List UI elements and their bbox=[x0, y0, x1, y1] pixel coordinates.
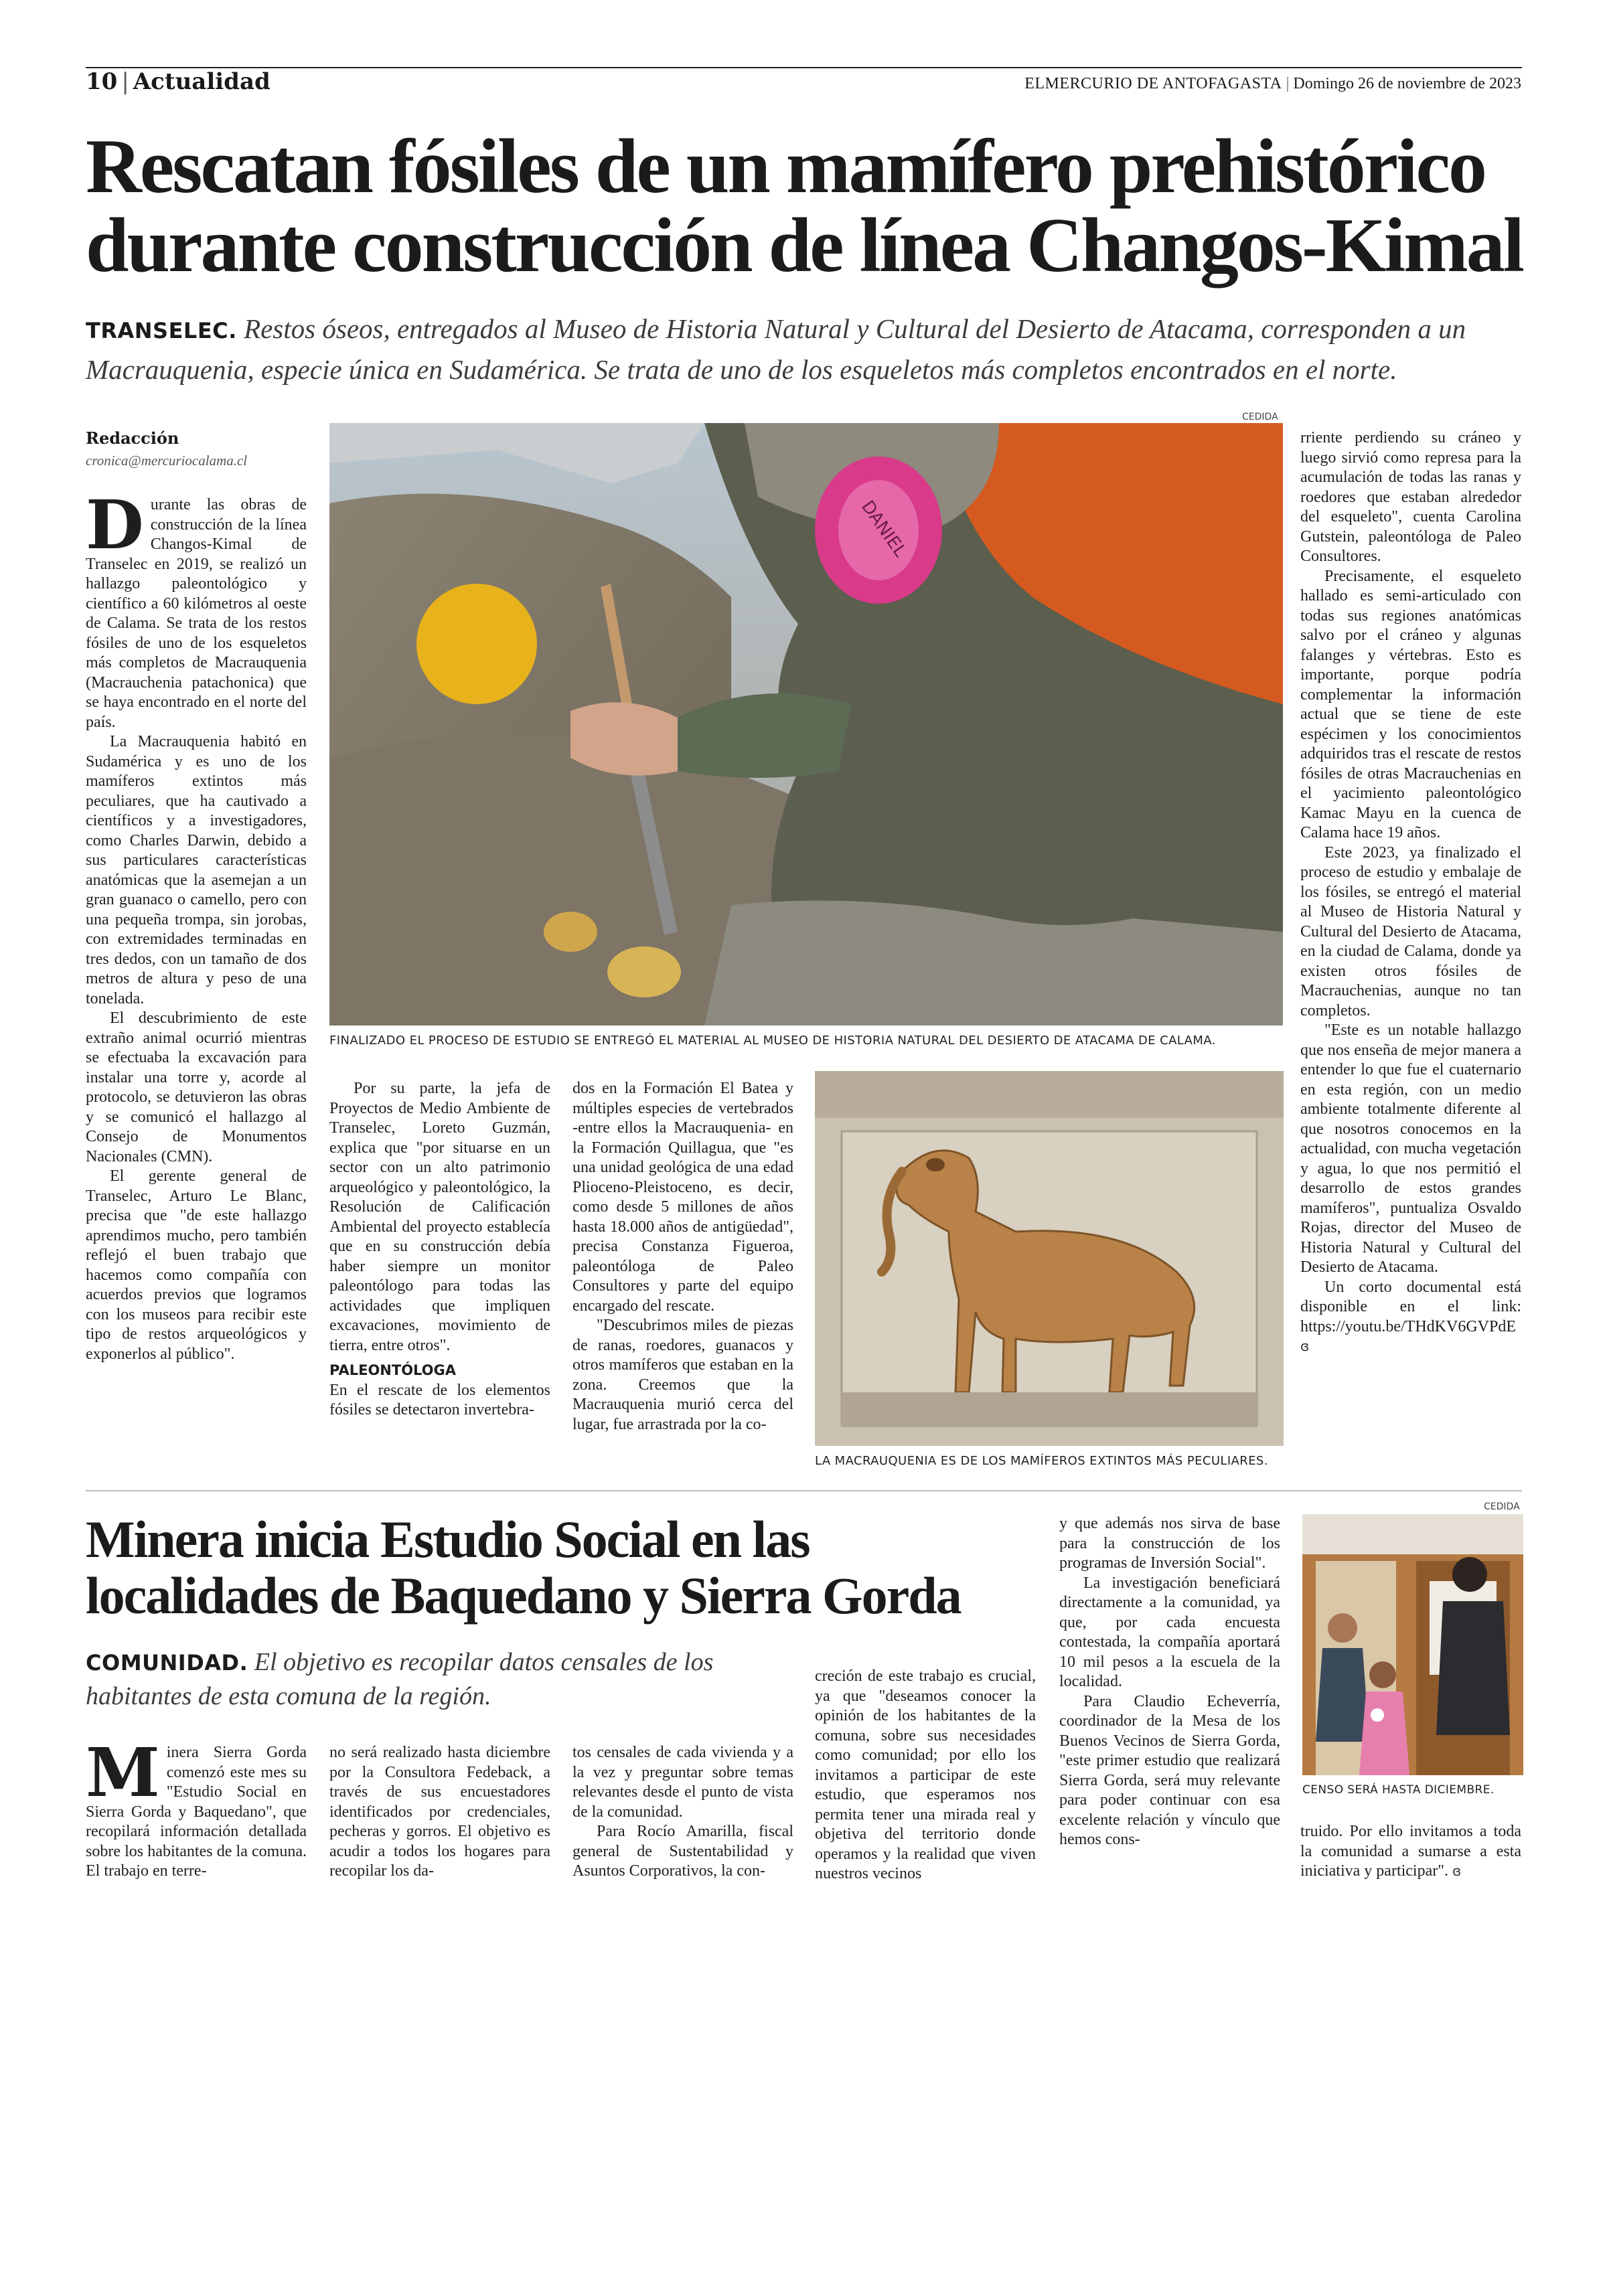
article1-headline-line2: durante construcción de línea Changos-Kimal bbox=[86, 203, 1523, 289]
page-header-right bbox=[1024, 75, 1521, 93]
header-separator: | bbox=[121, 68, 129, 95]
excavation-photo bbox=[329, 423, 1283, 1026]
end-mark-icon-2: ɞ bbox=[1452, 1863, 1462, 1879]
article1-col2-p2: En el rescate de los elementos fósiles se detectaron invertebra- bbox=[329, 1381, 550, 1418]
article2-col6-text: truido. Por ello invitamos a toda la comunidad a sumarse a esta iniciativa y participar". bbox=[1300, 1823, 1521, 1880]
article1-column-1 bbox=[86, 485, 307, 1364]
byline: Redacción bbox=[86, 428, 179, 448]
photo3-credit: CEDIDA bbox=[1484, 1501, 1520, 1512]
article2-headline-line1: Minera inicia Estudio Social en las bbox=[86, 1510, 810, 1568]
article1-col3-p2: "Descubrimos miles de piezas de ranas, roedores, guanacos y otros mamíferos que estaban en la zona. Creemos que la Macrauquenia murió cerca del lugar, fue arrastrada por la co- bbox=[572, 1317, 793, 1433]
byline-email: cronica@mercuriocalama.cl bbox=[86, 453, 248, 469]
article1-col2-p1: Por su parte, la jefa de Proyectos de Medio Ambiente de Transelec, Loreto Guzmán, explica que "por situarse en un sector con un alto patrimonio arqueológico y paleontológico, la Resolución de Calificación Ambiental del proyecto establecía que en su construcción debía haber siempre un monitor paleontólogo para todas las actividades que impliquen excavaciones, movimiento de tierra, entre otros". bbox=[329, 1080, 550, 1354]
documentary-link-text: Un corto documental está disponible en el link: https://youtu.be/THdKV6GVPdE bbox=[1300, 1278, 1521, 1335]
article2-col5-p1: y que además nos sirva de base para la construcción de los programas de Inversión Social". bbox=[1059, 1515, 1280, 1572]
page-number: 10 bbox=[86, 68, 118, 95]
article1-column-3 bbox=[572, 1079, 793, 1434]
article2-deck-text: El objetivo es recopilar datos censales de los habitantes de esta comuna de la región. bbox=[86, 1648, 714, 1710]
article2-col1-text: inera Sierra Gorda comenzó este mes su "Estudio Social en Sierra Gorda y Baquedano", que recopilará información detallada sobre los habitantes de la comuna. El trabajo en terre- bbox=[86, 1744, 307, 1880]
article2-col1-p1 bbox=[86, 1733, 307, 1882]
article1-col1-p1-text: urante las obras de construcción de la línea Changos-Kimal de Transelec en 2019, se realizó un hallazgo paleontológico y científico a 60 kilómetros al oeste de Calama. Se trata de los restos fósiles de uno de los esqueletos más completos de Macrauquenia (Macrauchenia patachonica) que se haya encontrado en el norte del país. bbox=[86, 496, 307, 731]
issue-date: Domingo 26 de noviembre de 2023 bbox=[1293, 75, 1521, 92]
newspaper-name: ELMERCURIO DE ANTOFAGASTA bbox=[1024, 75, 1282, 92]
article1-deck-text: Restos óseos, entregados al Museo de Historia Natural y Cultural del Desierto de Atacama, corresponden a un Macrauquenia, especie única en Sudamérica. Se trata de uno de los esqueletos más completos encontrados en el norte. bbox=[86, 313, 1466, 385]
article1-column-2 bbox=[329, 1079, 550, 1420]
header-separator-2: | bbox=[1286, 75, 1290, 92]
header-rule bbox=[86, 67, 1522, 68]
article2-column-5 bbox=[1059, 1514, 1280, 1850]
macrauchenia-illustration bbox=[815, 1071, 1284, 1446]
article2-column-3 bbox=[572, 1743, 793, 1882]
article2-column-1 bbox=[86, 1733, 307, 1882]
article1-headline-line1: Rescatan fósiles de un mamífero prehistórico bbox=[86, 124, 1486, 210]
article1-kicker: TRANSELEC. bbox=[86, 318, 237, 343]
article2-col3-p2: Para Rocío Amarilla, fiscal general de Sustentabilidad y Asuntos Corporativos, la con- bbox=[572, 1823, 793, 1880]
article2-col5-p2: La investigación beneficiará directamente a la comunidad, ya que, por cada encuesta contestada, la compañía aportará 10 mil pesos a la escuela de la localidad. bbox=[1059, 1574, 1280, 1690]
article1-col4-p2: Precisamente, el esqueleto hallado es semi-articulado con todas sus regiones anatómicas salvo por el cráneo y algunas falanges y vértebras. Esto es importante, porque podría complementar la información actual que se tiene de este espécimen y los conocimientos adquiridos tras el rescate de restos fósiles de otras Macrauchenias en el yacimiento paleontológico Kamac Mayu en la cuenca de Calama hace 19 años. bbox=[1300, 567, 1521, 841]
article1-col3-p1: dos en la Formación El Batea y múltiples especies de vertebrados -entre ellos la Macrauquenia- en la Formación Quillagua, que "es una unidad geológica de una edad Plioceno-Pleistoceno, es decir, como desde 5 millones de años hasta 18.000 años de antigüedad", precisa Constanza Figueroa, paleontóloga de Paleo Consultores y parte del equipo encargado del rescate. bbox=[572, 1080, 793, 1315]
page-header-left bbox=[86, 68, 271, 95]
excavation-illustration bbox=[329, 423, 1283, 1026]
census-photo bbox=[1302, 1514, 1523, 1775]
article1-col1-p3: El descubrimiento de este extraño animal ocurrió mientras se efectuaba la excavación para instalar una torre y, acorde al protocolo, se detuvieron las obras y se comunicó el hallazgo al Consejo de Monumentos Nacionales (CMN). bbox=[86, 1009, 307, 1165]
dropcap-2: M bbox=[86, 1733, 160, 1812]
photo1-credit: CEDIDA bbox=[1242, 412, 1278, 422]
article1-col4-p4: "Este es un notable hallazgo que nos enseña de mejor manera a entender lo que fue el cuaternario en esta región, con un medio ambiente totalmente diferente al que nosotros conocemos en la actualidad, con mucha vegetación y agua, lo que nos permitió el desarrollo de estos grandes mamíferos", puntualiza Osvaldo Rojas, director del Museo de Historia Natural y Cultural del Desierto de Atacama. bbox=[1300, 1021, 1521, 1276]
article2-col6-p1 bbox=[1300, 1822, 1521, 1882]
article-divider bbox=[86, 1490, 1522, 1491]
article1-deck bbox=[86, 309, 1525, 389]
article2-col2-p1: no será realizado hasta diciembre por la Consultora Fedeback, a través de sus encuestadores identificados por credenciales, pecheras y gorros. El objetivo es acudir a todos los hogares para recopilar los da- bbox=[329, 1744, 550, 1880]
article2-deck bbox=[86, 1645, 782, 1713]
article2-headline-line2: localidades de Baquedano y Sierra Gorda bbox=[86, 1566, 961, 1625]
article1-subhead: PALEONTÓLOGA bbox=[329, 1362, 457, 1378]
article1-column-4 bbox=[1300, 428, 1521, 1357]
section-name: Actualidad bbox=[133, 68, 271, 95]
article1-headline bbox=[86, 124, 1532, 289]
article1-col4-p5 bbox=[1300, 1278, 1521, 1357]
article2-column-4 bbox=[815, 1667, 1036, 1884]
article1-col1-p4: El gerente general de Transelec, Arturo Le Blanc, precisa que "de este hallazgo aprendimos mucho, pero también reflejó el buen trabajo que hacemos como compañía con acuerdos previos que logramos con los museos para recibir este tipo de restos arqueológicos y exponerlos al público". bbox=[86, 1167, 307, 1363]
article2-kicker: COMUNIDAD. bbox=[86, 1650, 248, 1675]
photo2-caption: LA MACRAUQUENIA ES DE LOS MAMÍFEROS EXTINTOS MÁS PECULIARES. bbox=[815, 1454, 1268, 1468]
photo3-caption: CENSO SERÁ HASTA DICIEMBRE. bbox=[1302, 1783, 1495, 1797]
article2-col5-p3: Para Claudio Echeverría, coordinador de la Mesa de los Buenos Vecinos de Sierra Gorda, "este primer estudio que realizará Sierra Gorda, será muy relevante para poder continuar con esa excelente relación y vínculo que hemos cons- bbox=[1059, 1692, 1280, 1848]
article1-col4-p3: Este 2023, ya finalizado el proceso de estudio y embalaje de los fósiles, se entregó el material al Museo de Historia Natural y Cultural del Desierto de Atacama, en la ciudad de Calama, donde ya existen otros fósiles de Macrauchenias, aunque no tan completos. bbox=[1300, 843, 1521, 1019]
article2-col4-p1: creción de este trabajo es crucial, ya que "deseamos conocer la opinión de los habitantes de la comuna, sobre sus necesidades como comunidad; por ello los invitamos a participar de este estudio, que esperamos nos permita tener una mirada real y objetiva del territorio donde operamos y la realidad que viven nuestros vecinos bbox=[815, 1667, 1036, 1882]
macrauchenia-photo bbox=[815, 1071, 1284, 1446]
article1-col1-p2: La Macrauquenia habitó en Sudamérica y es uno de los mamíferos extintos más peculiares, que ha cautivado a científicos y a investigadores, como Charles Darwin, debido a sus particulares características anatómicas que la asemejan a un gran guanaco o camello, pero con una pequeña trompa, sin jorobas, con extremidades terminadas en tres dedos, con un tamaño de dos metros de altura y peso de una tonelada. bbox=[86, 733, 307, 1007]
end-mark-icon: ɞ bbox=[1300, 1338, 1310, 1354]
article2-col3-p1: tos censales de cada vivienda y a la vez y preguntar sobre temas relevantes desde el punto de vista de la comunidad. bbox=[572, 1744, 793, 1821]
article2-headline bbox=[86, 1511, 1043, 1624]
article1-col1-p1 bbox=[86, 485, 307, 732]
respirator-brand: DANIEL bbox=[857, 497, 911, 561]
census-illustration bbox=[1302, 1514, 1523, 1775]
article2-column-2 bbox=[329, 1743, 550, 1882]
article1-col4-p1: rriente perdiendo su cráneo y luego sirvió como represa para la acumulación de todas las ranas y roedores que estaban alrededor del esqueleto", cuenta Carolina Gutstein, paleontóloga de Paleo Consultores. bbox=[1300, 429, 1521, 565]
article2-column-6 bbox=[1300, 1822, 1521, 1882]
dropcap: D bbox=[86, 485, 144, 564]
photo1-caption: FINALIZADO EL PROCESO DE ESTUDIO SE ENTREGÓ EL MATERIAL AL MUSEO DE HISTORIA NATURAL DEL DESIERTO DE ATACAMA DE CALAMA. bbox=[329, 1034, 1216, 1048]
